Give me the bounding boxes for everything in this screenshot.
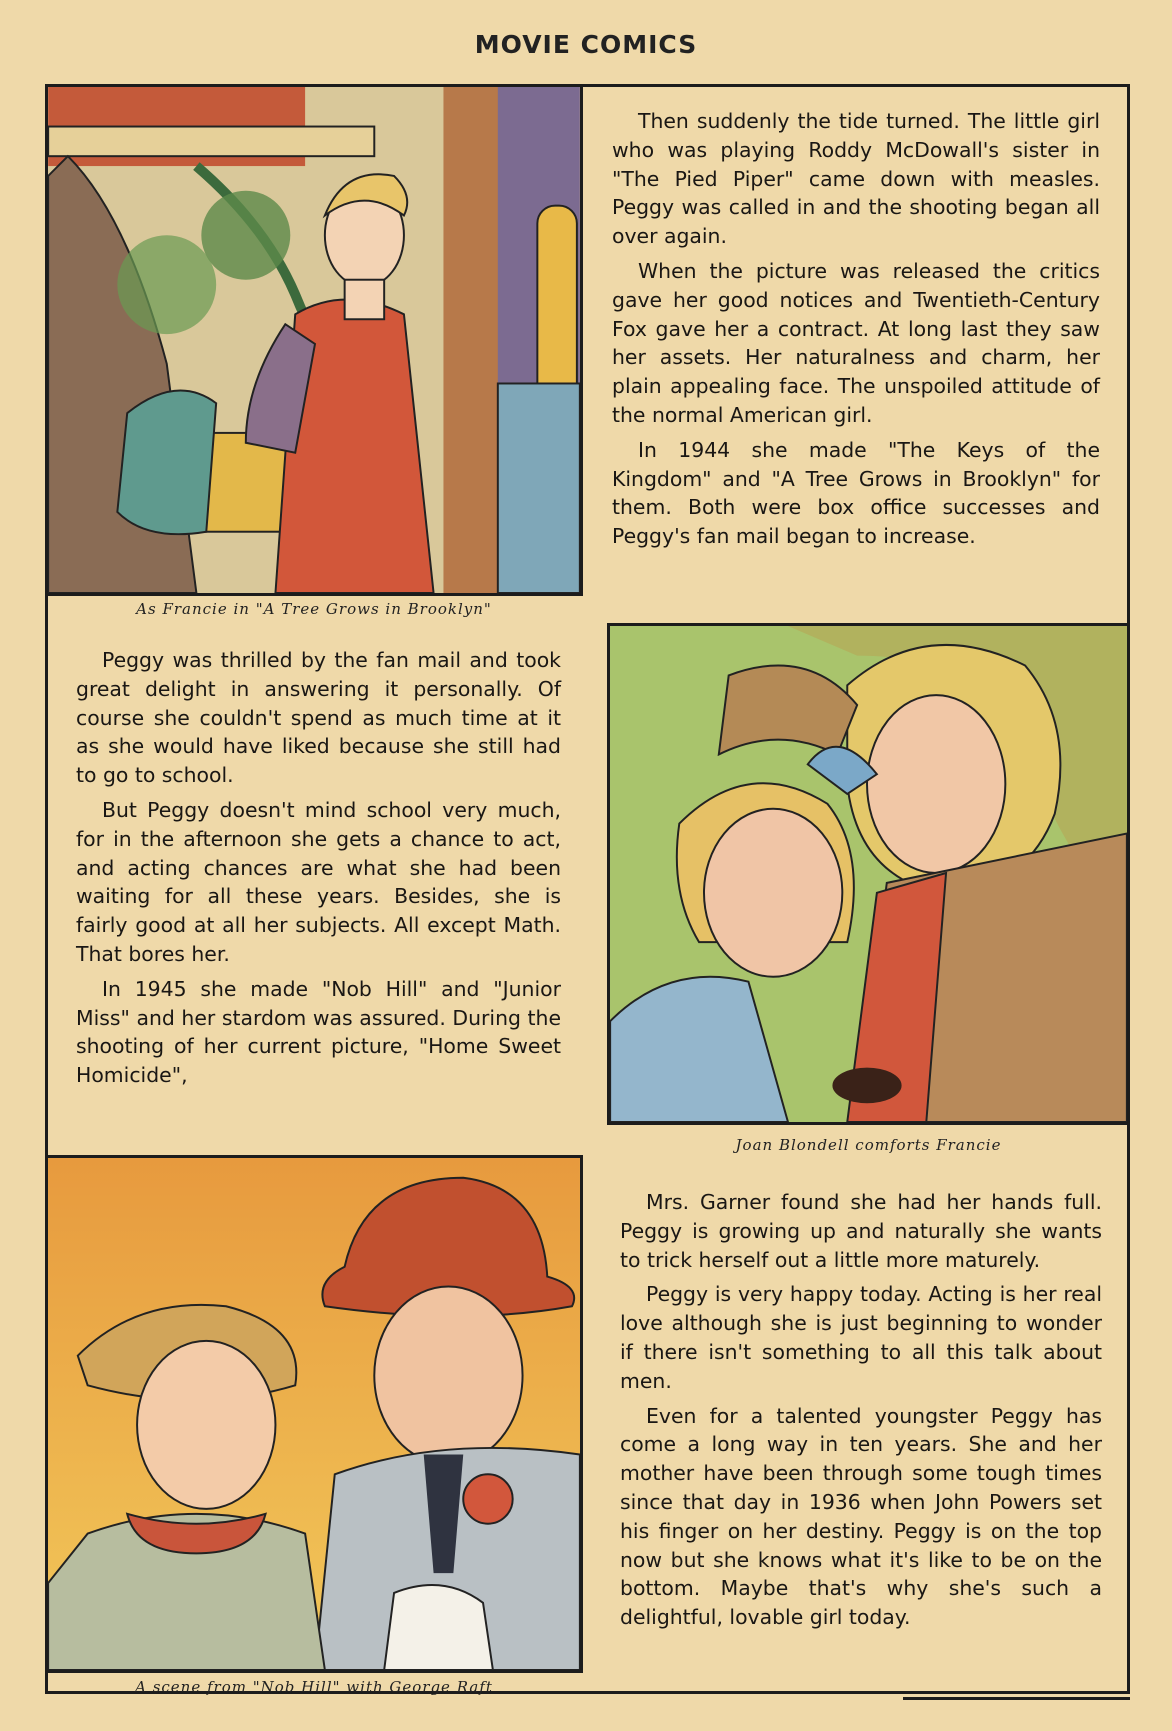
article-text-middle-left bbox=[76, 646, 561, 1096]
paragraph: Mrs. Garner found she had her hands full. Peggy is growing up and naturally she wants to trick herself out a little more maturely. bbox=[620, 1190, 1102, 1272]
panel-nob-hill bbox=[45, 1155, 583, 1673]
paragraph: But Peggy doesn't mind school very much, for in the afternoon she gets a chance to act, and acting chances are what she had been waiting for all these years. Besides, she is fairly good at all her subjects. All except Math. That bores her. bbox=[76, 797, 561, 966]
panel-joan-blondell bbox=[607, 623, 1130, 1125]
paragraph: In 1945 she made "Nob Hill" and "Junior Miss" and her stardom was assured. During the shooting of her current picture, "Home Sweet Homicide", bbox=[76, 976, 561, 1088]
illustration-francie-at-window bbox=[48, 87, 580, 593]
paragraph: Peggy is very happy today. Acting is her real love although she is just beginning to wonder if there isn't something to all this talk about men. bbox=[620, 1282, 1102, 1393]
panel-tree-grows-in-brooklyn bbox=[45, 84, 583, 596]
page-title: MOVIE COMICS bbox=[474, 30, 698, 59]
caption-tree-grows: As Francie in "A Tree Grows in Brooklyn" bbox=[136, 600, 492, 618]
caption-joan-blondell: Joan Blondell comforts Francie bbox=[735, 1136, 1002, 1154]
article-text-bottom-right bbox=[620, 1188, 1102, 1638]
caption-nob-hill: A scene from "Nob Hill" with George Raft bbox=[135, 1678, 493, 1696]
illustration-nob-hill-scene bbox=[48, 1158, 580, 1670]
paragraph: Peggy was thrilled by the fan mail and took great delight in answering it personally. Of course she couldn't spend as much time at it as she would have liked because she still had to go to school. bbox=[76, 648, 561, 788]
illustration-joan-blondell-comforts-francie bbox=[610, 626, 1127, 1122]
end-rule bbox=[903, 1697, 1130, 1700]
paragraph: Then suddenly the tide turned. The little girl who was playing Roddy McDowall's sister in "The Pied Piper" came down with measles. Peggy was called in and the shooting began all over again. bbox=[612, 109, 1100, 249]
paragraph: In 1944 she made "The Keys of the Kingdom" and "A Tree Grows in Brooklyn" for them. Both were box office successes and Peggy's fan mail began to increase. bbox=[612, 437, 1100, 549]
paragraph: Even for a talented youngster Peggy has come a long way in ten years. She and her mother have been through some tough times since that day in 1936 when John Powers set his finger on her destiny. Peggy is on the top now but she knows what it's like to be on the bottom. Maybe that's why she's such a delightful, lovable girl today. bbox=[620, 1403, 1102, 1630]
paragraph: When the picture was released the critics gave her good notices and Twentieth-Century Fox gave her a contract. At long last they saw her assets. Her naturalness and charm, her plain appealing face. The unspoiled attitude of the normal American girl. bbox=[612, 258, 1100, 427]
article-text-top-right bbox=[612, 107, 1100, 557]
